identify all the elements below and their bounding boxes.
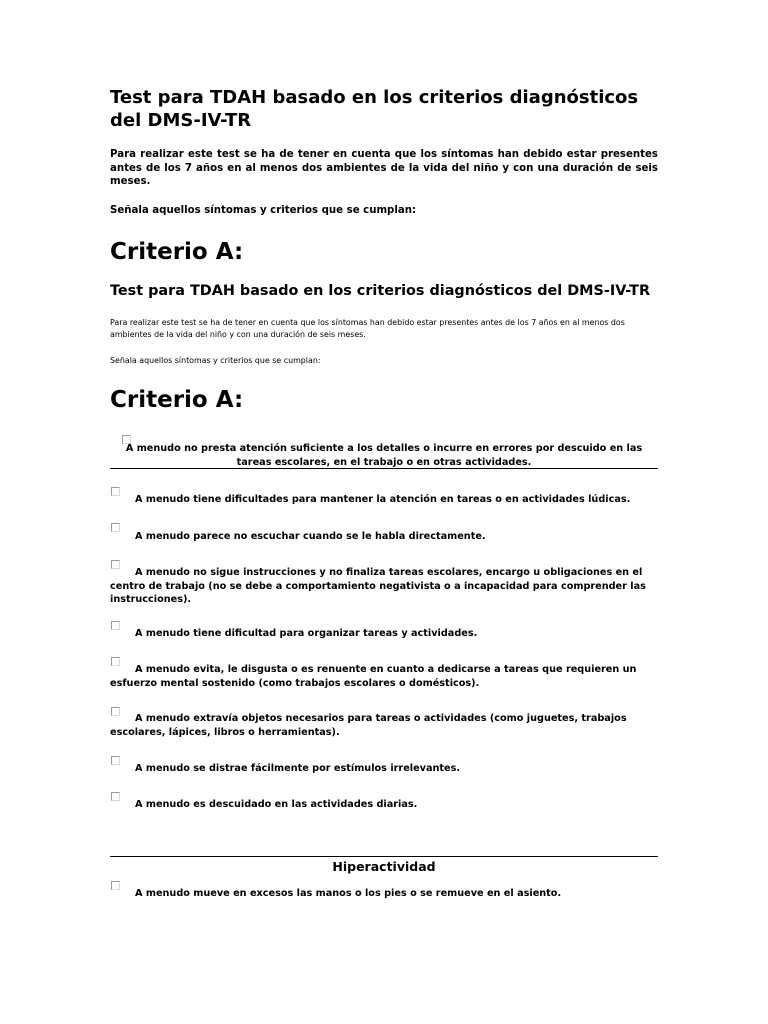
inatencion-item-6: A menudo evita, le disgusta o es renuente en cuanto a dedicarse a tareas que requieren un esfuerzo mental sostenido (como trabajos escolares o domésticos). — [110, 664, 637, 689]
inatencion-item-7: A menudo extravía objetos necesarios para tareas o actividades (como juguetes, trabajos escolares, lápices, libros o herramientas). — [110, 713, 627, 738]
hiperactividad-item-1: A menudo mueve en excesos las manos o los pies o se remueve en el asiento. — [135, 888, 562, 899]
hiperactividad-heading: Hiperactividad — [332, 859, 436, 874]
repeated-instruction: Señala aquellos síntomas y criterios que se cumplan: — [110, 356, 321, 365]
intro-paragraph: Para realizar este test se ha de tener en cuenta que los síntomas han debido estar presentes antes de los 7 años en al menos dos ambientes de la vida del niño y con una duración de seis meses. — [110, 149, 658, 187]
repeated-intro: Para realizar este test se ha de tener en cuenta que los síntomas han debido estar presentes antes de los 7 años en al menos dos ambientes de la vida del niño y con una duración de seis meses. — [110, 318, 625, 339]
inatencion-item-5: A menudo tiene dificultad para organizar tareas y actividades. — [135, 628, 478, 639]
inatencion-item-9: A menudo es descuidado en las actividades diarias. — [135, 799, 418, 810]
inatencion-item-3: A menudo parece no escuchar cuando se le habla directamente. — [135, 531, 486, 542]
inatencion-item-1: A menudo no presta atención suficiente a los detalles o incurre en errores por descuido en las tareas escolares, en el trabajo o en otras actividades. — [125, 443, 643, 468]
instruction-text: Señala aquellos síntomas y criterios que se cumplan: — [110, 205, 417, 216]
repeated-criterio-heading: Criterio A: — [110, 387, 244, 413]
inatencion-item-8: A menudo se distrae fácilmente por estímulos irrelevantes. — [135, 763, 461, 774]
repeated-title: Test para TDAH basado en los criterios diagnósticos del DMS-IV-TR — [110, 283, 651, 299]
inatencion-item-4: A menudo no sigue instrucciones y no finaliza tareas escolares, encargo u obligaciones en el centro de trabajo (no se debe a comportamiento negativista o a incapacidad para comprender las instrucciones). — [110, 567, 646, 605]
section-divider — [110, 856, 658, 857]
divider — [110, 468, 658, 469]
page-title: Test para TDAH basado en los criterios diagnósticos del DMS-IV-TR — [110, 87, 639, 131]
criterio-heading: Criterio A: — [110, 239, 244, 265]
inatencion-item-2: A menudo tiene dificultades para mantener la atención en tareas o en actividades lúdicas. — [135, 494, 631, 505]
